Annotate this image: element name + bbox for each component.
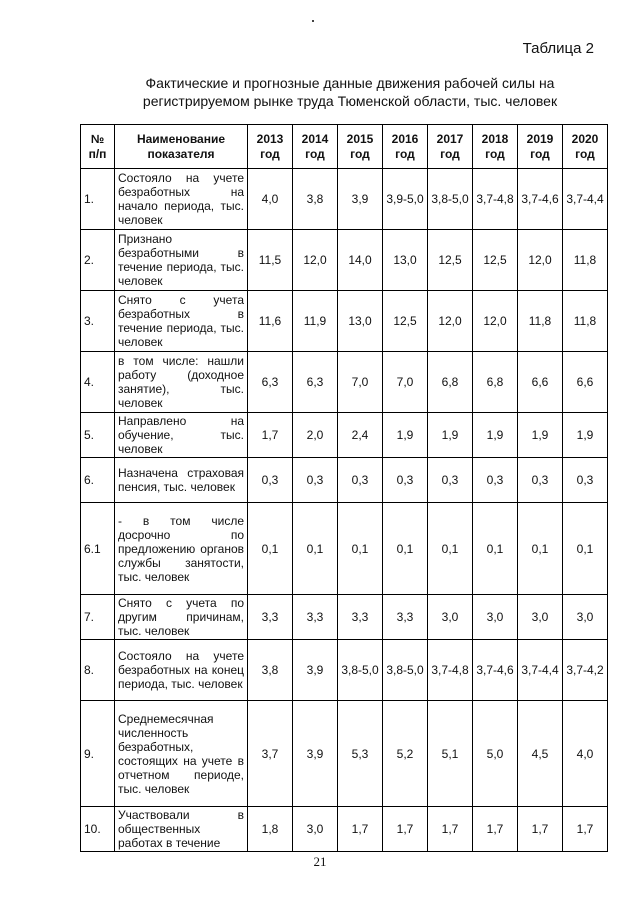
value-cell: 0,3: [563, 458, 608, 503]
indicator-name: - в том числе досрочно по предложению органов службы занятости, тыс. человек: [115, 503, 248, 595]
value-cell: 3,0: [428, 595, 473, 640]
table-row: [81, 413, 608, 458]
row-number: 6.: [81, 458, 115, 503]
header-year: 2016 год: [383, 125, 428, 169]
value-cell: 0,1: [293, 503, 338, 595]
value-cell: 0,3: [383, 458, 428, 503]
value-cell: 1,9: [428, 413, 473, 458]
indicator-name: Признано безработными в течение периода, тыс. человек: [115, 230, 248, 291]
value-cell: 7,0: [383, 352, 428, 413]
value-cell: 1,7: [383, 807, 428, 852]
value-cell: 3,3: [338, 595, 383, 640]
table-row: [81, 640, 608, 701]
value-cell: 12,5: [428, 230, 473, 291]
value-cell: 3,8: [248, 640, 293, 701]
value-cell: 7,0: [338, 352, 383, 413]
row-number: 4.: [81, 352, 115, 413]
value-cell: 4,5: [518, 701, 563, 807]
value-cell: 5,0: [473, 701, 518, 807]
value-cell: 12,0: [293, 230, 338, 291]
value-cell: 6,8: [473, 352, 518, 413]
value-cell: 12,5: [473, 230, 518, 291]
table-row: [81, 595, 608, 640]
header-year: 2018 год: [473, 125, 518, 169]
row-number: 9.: [81, 701, 115, 807]
indicator-name: Назначена страховая пенсия, тыс. человек: [115, 458, 248, 503]
table-row: [81, 503, 608, 595]
value-cell: 1,9: [518, 413, 563, 458]
row-number: 3.: [81, 291, 115, 352]
header-num: № п/п: [81, 125, 115, 169]
value-cell: 3,7-4,4: [518, 640, 563, 701]
indicator-name: Снято с учета безработных в течение периода, тыс. человек: [115, 291, 248, 352]
value-cell: 0,1: [563, 503, 608, 595]
value-cell: 12,0: [473, 291, 518, 352]
value-cell: 3,7-4,8: [473, 169, 518, 230]
value-cell: 0,1: [383, 503, 428, 595]
value-cell: 1,7: [518, 807, 563, 852]
value-cell: 6,6: [563, 352, 608, 413]
table-row: [81, 230, 608, 291]
value-cell: 3,7-4,4: [563, 169, 608, 230]
row-number: 1.: [81, 169, 115, 230]
header-name: Наименование показателя: [115, 125, 248, 169]
value-cell: 2,4: [338, 413, 383, 458]
value-cell: 3,3: [248, 595, 293, 640]
value-cell: 5,2: [383, 701, 428, 807]
value-cell: 4,0: [563, 701, 608, 807]
value-cell: 1,7: [338, 807, 383, 852]
value-cell: 3,7: [248, 701, 293, 807]
row-number: 6.1: [81, 503, 115, 595]
table-row: [81, 701, 608, 807]
value-cell: 11,8: [563, 291, 608, 352]
table-title: [80, 74, 620, 110]
value-cell: 0,1: [518, 503, 563, 595]
table-row: [81, 807, 608, 852]
value-cell: 0,3: [518, 458, 563, 503]
value-cell: 1,7: [473, 807, 518, 852]
value-cell: 0,3: [473, 458, 518, 503]
indicator-name: Участвовали в общественных работах в течение: [115, 807, 248, 852]
indicator-name: в том числе: нашли работу (доходное занятие), тыс. человек: [115, 352, 248, 413]
row-number: 7.: [81, 595, 115, 640]
title-line: Фактические и прогнозные данные движения рабочей силы на: [145, 75, 555, 91]
value-cell: 0,3: [338, 458, 383, 503]
row-number: 8.: [81, 640, 115, 701]
row-number: 10.: [81, 807, 115, 852]
value-cell: 5,1: [428, 701, 473, 807]
value-cell: 3,0: [518, 595, 563, 640]
header-year: 2017 год: [428, 125, 473, 169]
value-cell: 11,8: [518, 291, 563, 352]
value-cell: 0,3: [248, 458, 293, 503]
value-cell: 0,1: [473, 503, 518, 595]
value-cell: 3,8-5,0: [428, 169, 473, 230]
value-cell: 3,9: [293, 640, 338, 701]
value-cell: 0,3: [293, 458, 338, 503]
table-row: [81, 291, 608, 352]
value-cell: 1,7: [248, 413, 293, 458]
header-year: 2014 год: [293, 125, 338, 169]
value-cell: 6,8: [428, 352, 473, 413]
value-cell: 1,8: [248, 807, 293, 852]
value-cell: 14,0: [338, 230, 383, 291]
value-cell: 12,5: [383, 291, 428, 352]
value-cell: 3,9-5,0: [383, 169, 428, 230]
value-cell: 6,3: [248, 352, 293, 413]
value-cell: 1,9: [383, 413, 428, 458]
value-cell: 3,9: [293, 701, 338, 807]
value-cell: 4,0: [248, 169, 293, 230]
value-cell: 3,3: [293, 595, 338, 640]
value-cell: 12,0: [428, 291, 473, 352]
value-cell: 6,3: [293, 352, 338, 413]
value-cell: 3,0: [293, 807, 338, 852]
value-cell: 11,8: [563, 230, 608, 291]
row-number: 5.: [81, 413, 115, 458]
header-year: 2015 год: [338, 125, 383, 169]
value-cell: 3,0: [563, 595, 608, 640]
value-cell: 11,5: [248, 230, 293, 291]
header-row: [81, 125, 608, 169]
header-year: 2013 год: [248, 125, 293, 169]
value-cell: 3,7-4,6: [473, 640, 518, 701]
value-cell: 2,0: [293, 413, 338, 458]
title-line: регистрируемом рынке труда Тюменской области, тыс. человек: [142, 93, 558, 109]
value-cell: 0,1: [248, 503, 293, 595]
table-row: [81, 352, 608, 413]
table-row: [81, 458, 608, 503]
value-cell: 13,0: [338, 291, 383, 352]
value-cell: 1,9: [563, 413, 608, 458]
value-cell: 3,9: [338, 169, 383, 230]
indicator-name: Состояло на учете безработных на конец периода, тыс. человек: [115, 640, 248, 701]
value-cell: 3,7-4,2: [563, 640, 608, 701]
value-cell: 3,7-4,6: [518, 169, 563, 230]
value-cell: 1,7: [428, 807, 473, 852]
value-cell: 0,1: [338, 503, 383, 595]
table-label: Таблица 2: [522, 40, 594, 57]
table-row: [81, 169, 608, 230]
value-cell: 6,6: [518, 352, 563, 413]
header-year: 2020 год: [563, 125, 608, 169]
value-cell: 3,8-5,0: [338, 640, 383, 701]
value-cell: 0,3: [428, 458, 473, 503]
value-cell: 12,0: [518, 230, 563, 291]
scan-speck: [312, 20, 314, 22]
value-cell: 3,8: [293, 169, 338, 230]
value-cell: 1,7: [563, 807, 608, 852]
row-number: 2.: [81, 230, 115, 291]
indicator-name: Состояло на учете безработных на начало периода, тыс. человек: [115, 169, 248, 230]
value-cell: 0,1: [428, 503, 473, 595]
labor-movement-table: [80, 124, 608, 852]
value-cell: 3,7-4,8: [428, 640, 473, 701]
value-cell: 3,0: [473, 595, 518, 640]
value-cell: 13,0: [383, 230, 428, 291]
indicator-name: Направлено на обучение, тыс. человек: [115, 413, 248, 458]
indicator-name: Среднемесячная численность безработных, состоящих на учете в отчетном периоде, тыс. человек: [115, 701, 248, 807]
indicator-name: Снято с учета по другим причинам, тыс. человек: [115, 595, 248, 640]
header-year: 2019 год: [518, 125, 563, 169]
value-cell: 5,3: [338, 701, 383, 807]
value-cell: 1,9: [473, 413, 518, 458]
page-number: 21: [313, 854, 327, 869]
value-cell: 3,3: [383, 595, 428, 640]
value-cell: 3,8-5,0: [383, 640, 428, 701]
value-cell: 11,9: [293, 291, 338, 352]
value-cell: 11,6: [248, 291, 293, 352]
